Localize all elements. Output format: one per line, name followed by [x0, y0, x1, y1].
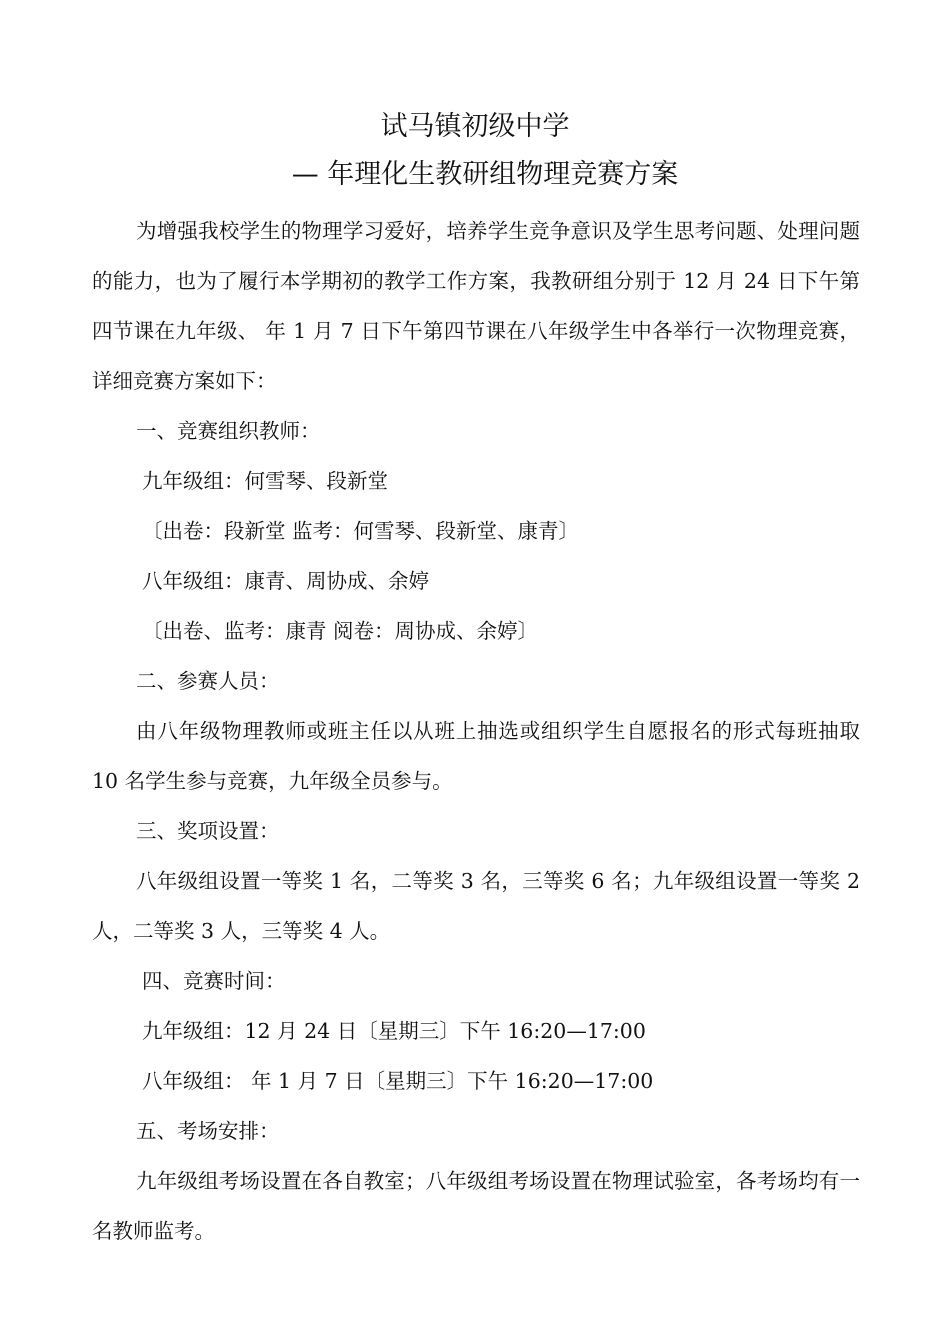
- grade8-time: 八年级组： 年 1 月 7 日〔星期三〕下午 16:20—17:00: [142, 1069, 654, 1093]
- awards-paragraph: 八年级组设置一等奖 1 名，二等奖 3 名，三等奖 6 名；九年级组设置一等奖 2 人，二等奖 3 人，三等奖 4 人。: [92, 869, 860, 943]
- grade9-teachers: 九年级组：何雪琴、段新堂: [142, 469, 388, 493]
- document-body: [92, 206, 860, 1256]
- grade8-teachers: 八年级组：康青、周协成、余婷: [142, 569, 429, 593]
- participants-paragraph: 由八年级物理教师或班主任以从班上抽选或组织学生自愿报名的形式每班抽取 10 名学生参与竞赛，九年级全员参与。: [92, 719, 860, 793]
- section-heading-venue: 五、考场安排：: [136, 1119, 280, 1143]
- grade8-roles: 〔出卷、监考：康青 阅卷：周协成、余婷〕: [142, 619, 539, 643]
- section-heading-awards: 三、奖项设置：: [136, 819, 280, 843]
- grade9-time: 九年级组：12 月 24 日〔星期三〕下午 16:20—17:00: [142, 1019, 646, 1043]
- document-title: 试马镇初级中学: [380, 111, 570, 142]
- intro-paragraph: 为增强我校学生的物理学习爱好，培养学生竞争意识及学生思考问题、处理问题的能力，也为了履行本学期初的教学工作方案，我教研组分别于 12 月 24 日下午第四节课在九年级、 年 1 月 7 日下午第四节课在八年级学生中各举行一次物理竞赛，详细竞赛方案如下：: [92, 219, 860, 393]
- section-heading-organizers: 一、竞赛组织教师：: [136, 419, 321, 443]
- venue-paragraph: 九年级组考场设置在各自教室；八年级组考场设置在物理试验室，各考场均有一名教师监考。: [92, 1169, 860, 1243]
- document-subtitle: — 年理化生教研组物理竞赛方案: [291, 159, 679, 190]
- section-heading-participants: 二、参赛人员：: [136, 669, 280, 693]
- grade9-roles: 〔出卷：段新堂 监考：何雪琴、段新堂、康青〕: [142, 519, 580, 543]
- section-heading-time: 四、竞赛时间：: [142, 969, 286, 993]
